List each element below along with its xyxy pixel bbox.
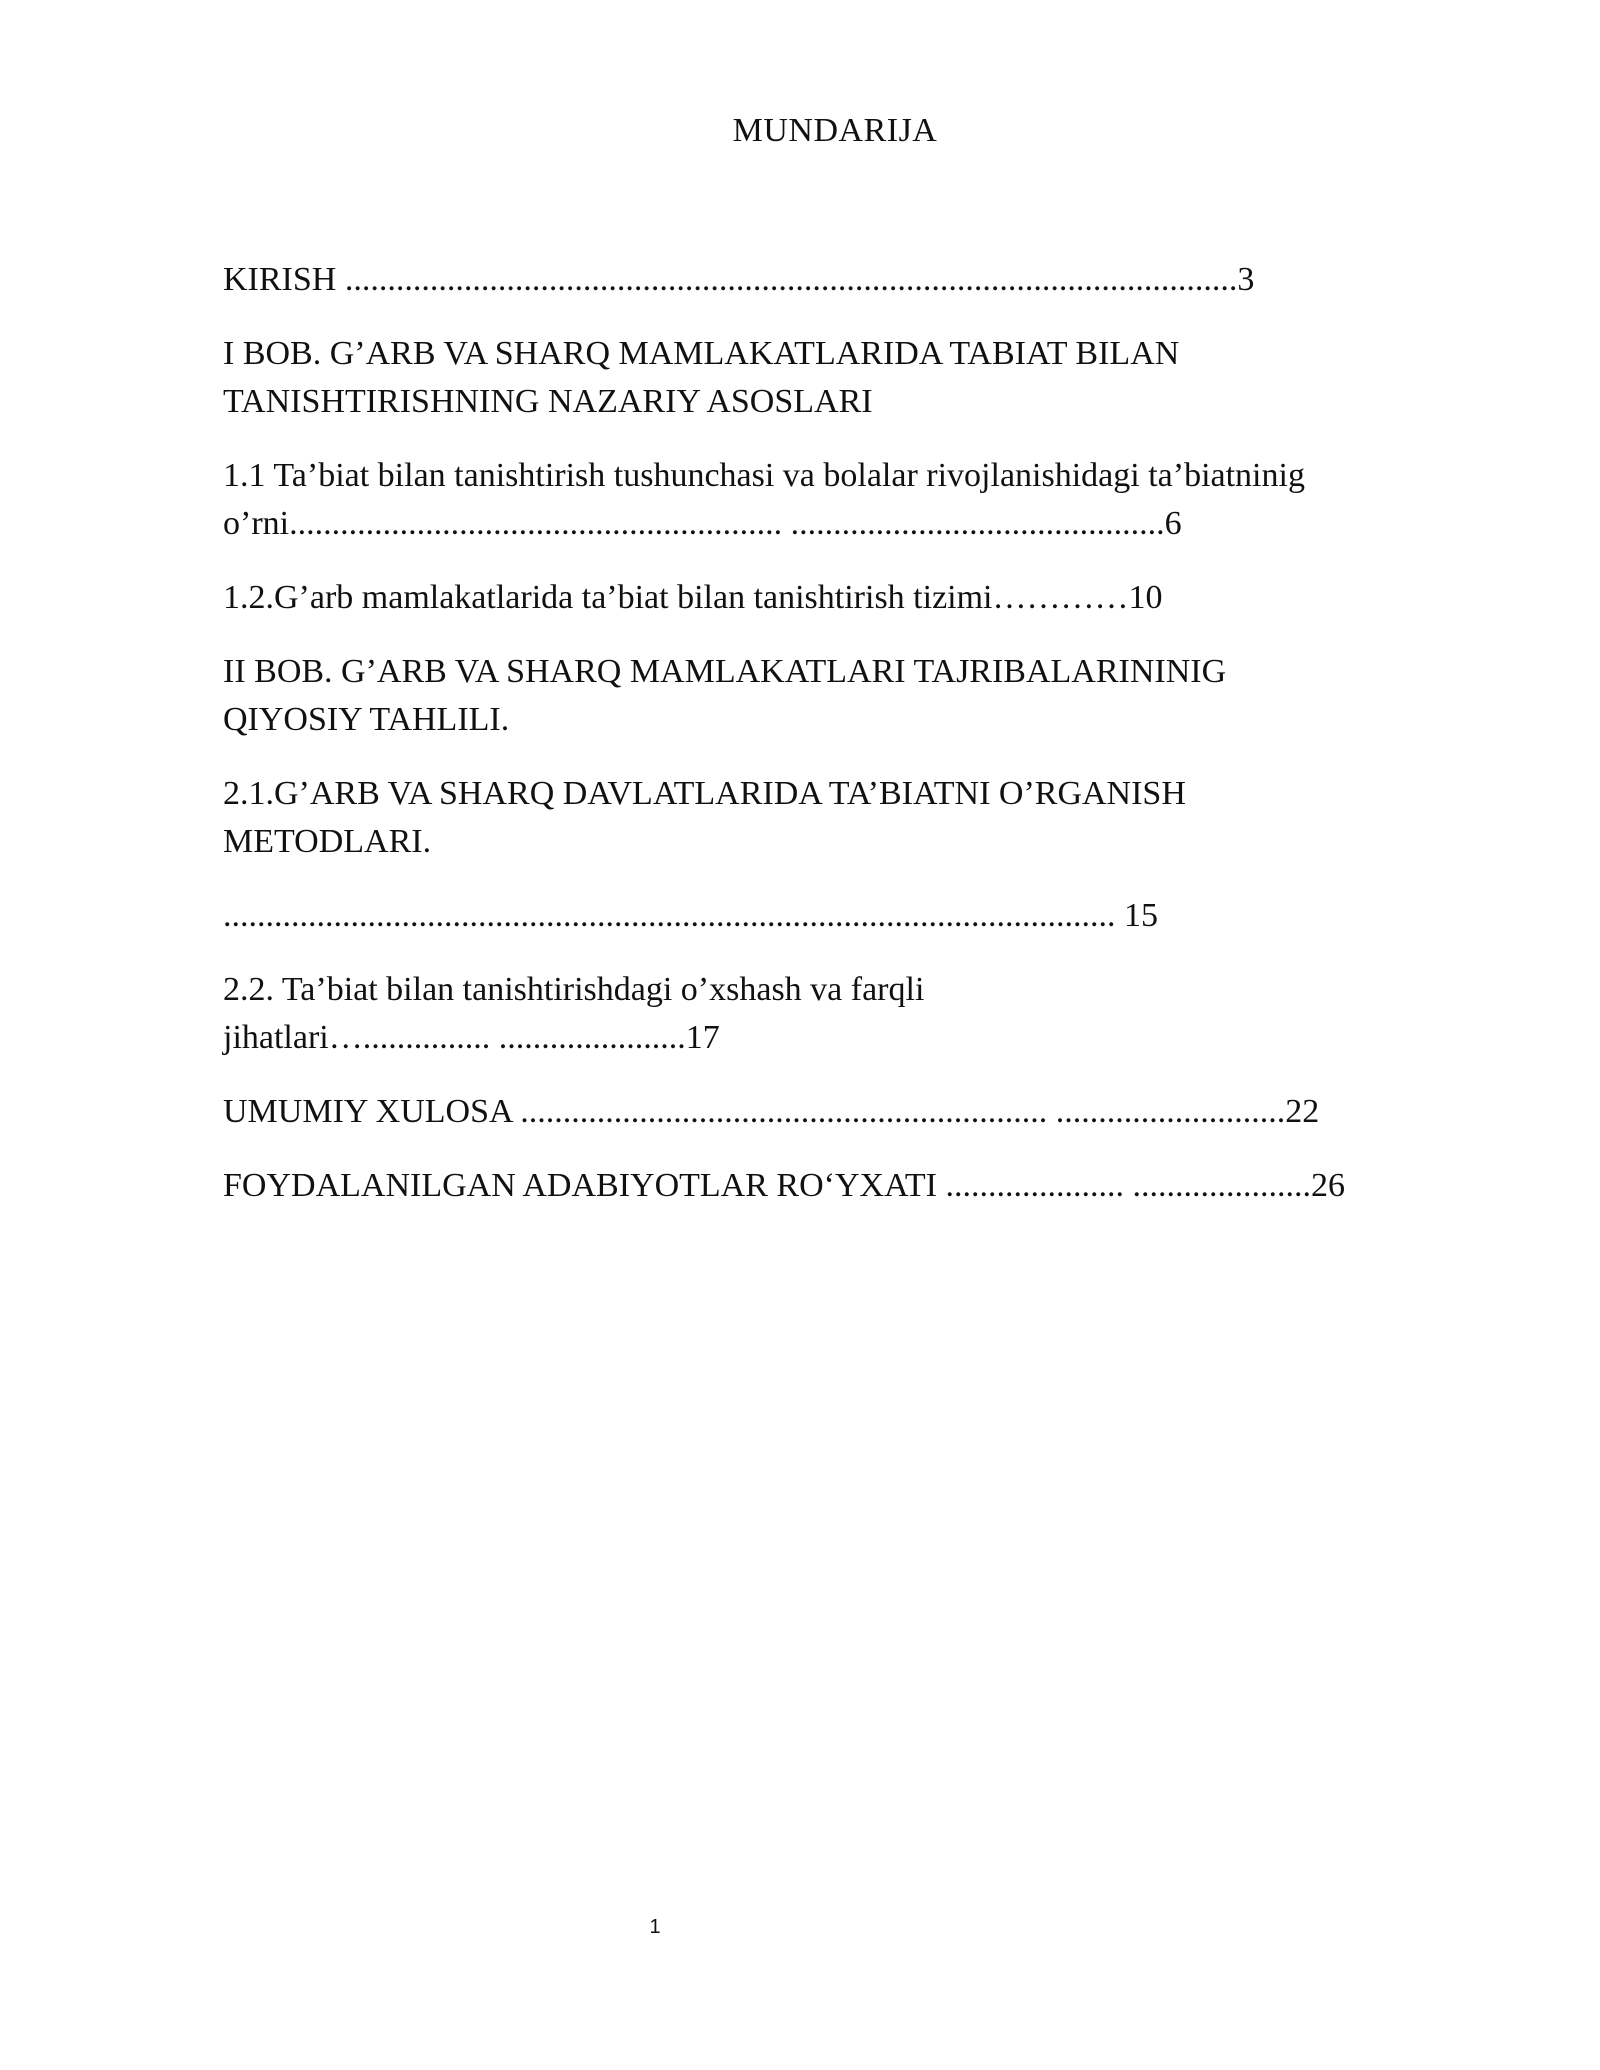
- toc-entry-references: FOYDALANILGAN ADABIYOTLAR RO‘YXATI ..................... .....................26: [223, 1167, 1345, 1204]
- toc-section-2-1-line-2: METODLARI.: [223, 823, 432, 860]
- toc-entry-kirish: KIRISH .........................................................................................................3: [223, 261, 1255, 298]
- toc-section-1-2: 1.2.G’arb mamlakatlarida ta’biat bilan tanishtirish tizimi…………10: [223, 579, 1163, 616]
- toc-chapter-2-line-1: II BOB. G’ARB VA SHARQ MAMLAKATLARI TAJRIBALARININIG: [223, 653, 1227, 690]
- page-number: 1: [649, 1916, 661, 1938]
- toc-chapter-1-line-1: I BOB. G’ARB VA SHARQ MAMLAKATLARIDA TABIAT BILAN: [223, 335, 1180, 372]
- toc-chapter-1-line-2: TANISHTIRISHNING NAZARIY ASOSLARI: [223, 383, 873, 420]
- toc-section-2-2-line-2: jihatlari…............... ......................17: [223, 1019, 720, 1056]
- toc-section-1-1-line-1: 1.1 Ta’biat bilan tanishtirish tushunchasi va bolalar rivojlanishidagi ta’biatninig: [223, 457, 1305, 494]
- toc-section-2-2-line-1: 2.2. Ta’biat bilan tanishtirishdagi o’xshash va farqli: [223, 971, 925, 1008]
- toc-section-2-1-leader: ......................................................................................................... 15: [223, 897, 1158, 934]
- page-title: MUNDARIJA: [732, 112, 938, 149]
- toc-section-1-1-line-2: o’rni.......................................................... ............................................6: [223, 505, 1182, 542]
- toc-chapter-2-line-2: QIYOSIY TAHLILI.: [223, 701, 510, 738]
- toc-section-2-1-line-1: 2.1.G’ARB VA SHARQ DAVLATLARIDA TA’BIATNI O’RGANISH: [223, 775, 1186, 812]
- toc-entry-conclusion: UMUMIY XULOSA .............................................................. ...........................22: [223, 1093, 1320, 1130]
